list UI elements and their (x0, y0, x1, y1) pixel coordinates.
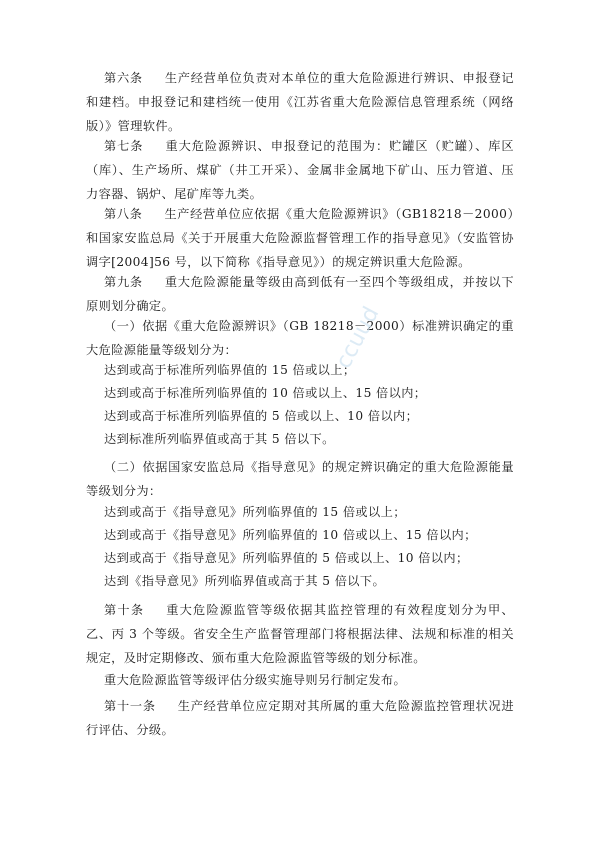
article-text: 重大危险源辨识、申报登记的范围为：贮罐区（贮罐）、库区（库）、生产场所、煤矿（井工开采）、金属非金属地下矿山、压力管道、压力容器、锅炉、尾矿库等九类。 (86, 139, 514, 201)
article-8-paragraph (86, 202, 514, 274)
level-text: 达到或高于标准所列临界值的 15 倍或以上； (104, 363, 356, 377)
level-text: 达到标准所列临界值或高于其 5 倍以下。 (104, 432, 335, 446)
level-item (104, 381, 514, 405)
article-label: 第九条 (104, 275, 143, 289)
level-text: 达到或高于《指导意见》所列临界值的 5 倍或以上、10 倍以内； (104, 551, 469, 565)
level-item (104, 404, 514, 428)
level-item (104, 569, 514, 593)
article-text: 重大危险源监管等级依据其监控管理的有效程度划分为甲、乙、丙 3 个等级。省安全生产监督管理部门将根据法律、法规和标准的相关规定，及时定期修改、颁布重大危险源监管等级的划分标准。 (86, 603, 515, 665)
level-item (104, 500, 514, 524)
article-label: 第十条 (104, 603, 145, 617)
note-text: 重大危险源监管等级评估分级实施导则另行制定发布。 (104, 673, 407, 687)
article-6-paragraph (86, 66, 514, 138)
level-text: 达到或高于标准所列临界值的 5 倍或以上、10 倍以内； (104, 409, 419, 423)
watermark-text: ccuud (331, 302, 385, 373)
section-2-intro (86, 455, 514, 503)
article-9-paragraph (86, 270, 514, 318)
article-11-paragraph (86, 694, 514, 742)
level-text: 达到或高于《指导意见》所列临界值的 15 倍或以上； (104, 505, 406, 519)
level-item (104, 358, 514, 382)
article-label: 第八条 (104, 207, 143, 221)
level-item (104, 546, 514, 570)
article-text: 重大危险源能量等级由高到低有一至四个等级组成，并按以下原则划分确定。 (86, 275, 514, 313)
article-text: 生产经营单位负责对本单位的重大危险源进行辨识、申报登记和建档。申报登记和建档统一使用《江苏省重大危险源信息管理系统（网络版）》管理软件。 (86, 71, 514, 133)
article-label: 第七条 (104, 139, 144, 153)
article-text: 生产经营单位应依据《重大危险源辨识》（GB18218－2000）和国家安监总局《关于开展重大危险源监督管理工作的指导意见》（安监管协调字[2004]56 号，以下简称《指导意见》）的规定辨识重大危险源。 (86, 207, 515, 269)
level-text: 达到或高于《指导意见》所列临界值的 10 倍或以上、15 倍以内； (104, 528, 477, 542)
guideline-note (86, 668, 514, 692)
section-text: （一）依据《重大危险源辨识》（GB 18218－2000）标准辨识确定的重大危险源能量等级划分为： (86, 319, 514, 357)
level-item (104, 427, 514, 451)
article-7-paragraph (86, 134, 514, 206)
level-text: 达到《指导意见》所列临界值或高于其 5 倍以下。 (104, 574, 386, 588)
section-text: （二）依据国家安监总局《指导意见》的规定辨识确定的重大危险源能量等级划分为： (86, 460, 514, 498)
article-10-paragraph (86, 598, 514, 670)
level-item (104, 523, 514, 547)
article-text: 生产经营单位应定期对其所属的重大危险源监控管理状况进行评估、分级。 (86, 699, 514, 737)
level-text: 达到或高于标准所列临界值的 10 倍或以上、15 倍以内； (104, 386, 427, 400)
article-label: 第六条 (104, 71, 143, 85)
section-1-intro (86, 314, 514, 362)
article-label: 第十一条 (104, 699, 156, 713)
